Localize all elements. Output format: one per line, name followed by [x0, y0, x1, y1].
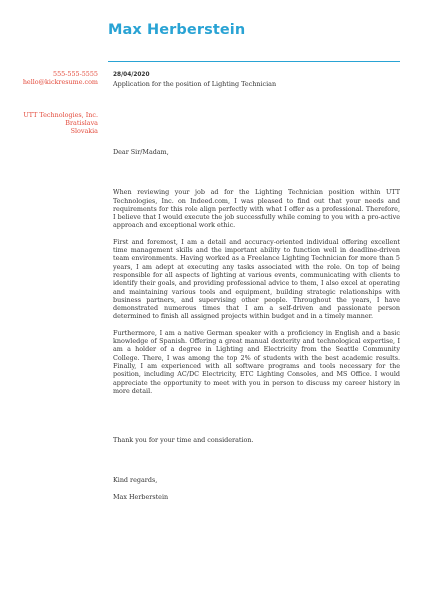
applicant-name: Max Herberstein	[108, 22, 246, 38]
letter-date: 28/04/2020	[113, 72, 150, 78]
paragraph-3: Furthermore, I am a native German speaker with a proficiency in English and a basic knowledge of Spanish. Offering a great manual dexterity and technological expertise, I am a holder of a degree in Lighting and Electricity from the Seattle Community College. There, I was among the top 2% of students with the best academic results. Finally, I am experienced with all software programs and tools necessary for the position, including AC/DC Electricity, ETC Lighting Consoles, and MS Office. I would appreciate the opportunity to meet with you in person to discuss my career history in more detail.	[113, 328, 400, 395]
header-divider	[108, 61, 400, 62]
email-address: hello@kickresume.com	[22, 78, 98, 87]
letter-subject: Application for the position of Lighting Technician	[113, 80, 277, 88]
signature: Max Herberstein	[113, 492, 169, 501]
contact-block	[23, 70, 98, 135]
phone-number: 555-555-5555	[53, 70, 98, 78]
letter-body	[113, 148, 400, 501]
recipient-country: Slovakia	[70, 127, 98, 136]
greeting: Dear Sir/Madam,	[113, 148, 169, 156]
closing: Kind regards,	[113, 476, 158, 485]
thanks-line: Thank you for your time and consideration.	[113, 436, 254, 445]
recipient-company: UTT Technologies, Inc.	[23, 110, 98, 119]
recipient-city: Bratislava	[65, 118, 98, 127]
paragraph-1: When reviewing your job ad for the Lighting Technician position within UTT Technologies, Inc. on Indeed.com, I was pleased to find out that your needs and requirements for this role align perfectly with what I offer as a professional. Therefore, I believe that I would execute the job successfully while coming to you with a pro-active approach and exceptional work ethic.	[113, 188, 400, 230]
paragraph-2: First and foremost, I am a detail and accuracy-oriented individual offering excellent time management skills and the important ability to function well in deadline-driven team environments. Having worked as a Freelance Lighting Technician for more than 5 years, I am adept at executing any tasks associated with the role. On top of being responsible for all aspects of lighting at various events, communicating with clients to identify their goals, and providing professional advice to them, I also excel at operating and maintaining various tools and equipment, building strategic relationships with business partners, and supervising other people. Throughout the years, I have demonstrated numerous times that I am a self-driven and passionate person determined to finish all assigned projects within budget and in a timely manner.	[113, 237, 400, 321]
